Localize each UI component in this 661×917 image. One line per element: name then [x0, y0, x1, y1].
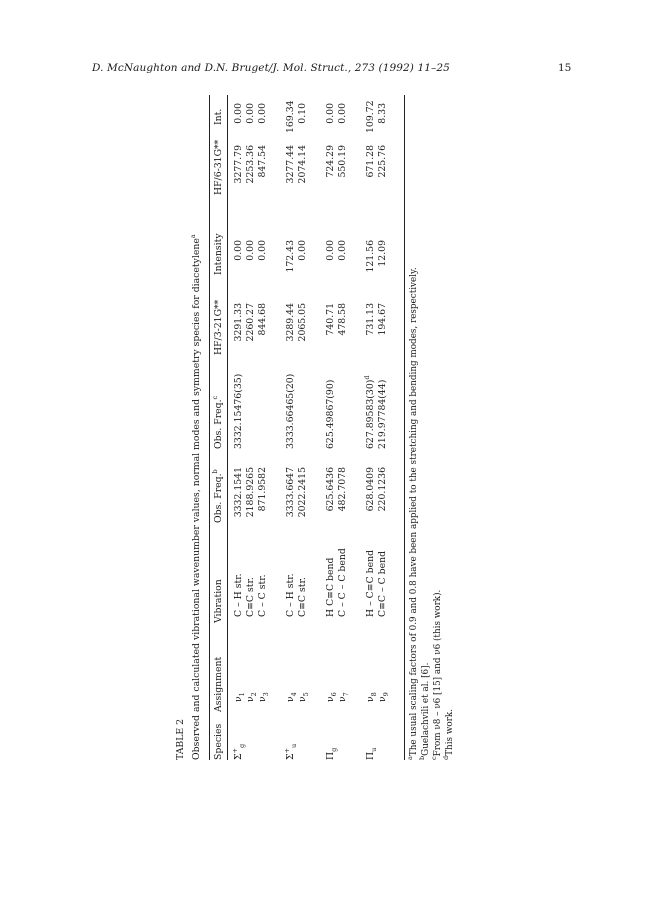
hf631-cell: 847.54	[257, 145, 268, 178]
obs-freq-b-cell: 2188.9265	[245, 467, 256, 518]
obs-freq-c-cell: 219.97784(44)	[377, 379, 388, 449]
column-header: Obs. Freq.$^c$	[210, 395, 224, 449]
assignment-cell: $\nu_7$	[337, 692, 350, 702]
footnote-text: The usual scaling factors of 0.9 and 0.8 have been applied to the stretching and bending modes, respectively.	[409, 267, 419, 757]
obs-freq-note: d	[362, 375, 371, 380]
rotated-table	[175, 95, 465, 760]
hf321-cell: 2260.27	[245, 303, 256, 342]
hf321-cell: 731.13	[365, 303, 376, 336]
vibration-cell: C≡C str.	[245, 577, 256, 617]
intensity-cell: 172.43	[285, 240, 296, 273]
hf321-cell: 3289.44	[285, 303, 296, 342]
hf631-cell: 2074.14	[297, 145, 308, 184]
bottom-rule	[404, 95, 405, 760]
obs-freq-b-cell: 2022.2415	[297, 467, 308, 518]
hf631-cell: 3277.44	[285, 145, 296, 184]
obs-freq-b-cell: 3332.1541	[233, 467, 244, 518]
table-caption	[188, 234, 203, 760]
hf631-cell: 724.29	[325, 145, 336, 178]
footnote	[432, 590, 444, 760]
int-cell: 8.33	[377, 103, 388, 124]
intensity-cell: 0.00	[257, 240, 268, 261]
intensity-cell: 0.00	[337, 240, 348, 261]
hf631-cell: 2253.36	[245, 145, 256, 184]
int-cell: 0.10	[297, 103, 308, 124]
hf631-cell: 3277.79	[233, 145, 244, 184]
running-header	[92, 62, 572, 74]
obs-freq-b-cell: 482.7078	[337, 467, 348, 512]
top-rule	[209, 95, 210, 760]
table-label: TABLE 2	[175, 718, 186, 760]
caption-text: Observed and calculated vibrational wavenumber values, normal modes and symmetry species for diacetylene	[191, 238, 202, 760]
column-header: Assignment	[213, 656, 224, 712]
int-cell: 0.00	[325, 103, 336, 124]
vibration-cell: C – H str.	[285, 573, 296, 617]
int-cell: 169.34	[285, 100, 296, 133]
assignment-cell: $\nu_3$	[257, 692, 270, 702]
hf321-cell: 194.67	[377, 303, 388, 336]
footnote	[420, 663, 432, 760]
hf321-cell: 3291.33	[233, 303, 244, 342]
assignment-cell: $\nu_9$	[377, 692, 390, 702]
vibration-cell: C≡C – C bend	[377, 550, 388, 617]
intensity-cell: 0.00	[325, 240, 336, 261]
page-number: 15	[558, 62, 572, 74]
intensity-cell: 0.00	[245, 240, 256, 261]
intensity-cell: 121.56	[365, 240, 376, 273]
footnote-mark: d	[442, 755, 451, 760]
species-label: $\Sigma^+_g$	[230, 743, 246, 760]
int-cell: 0.00	[257, 103, 268, 124]
int-cell: 0.00	[245, 103, 256, 124]
hf321-cell: 844.68	[257, 303, 268, 336]
running-title: D. McNaughton and D.N. Bruget/J. Mol. Struct., 273 (1992) 11–25	[92, 62, 450, 74]
assignment-cell: $\nu_5$	[297, 692, 310, 702]
intensity-cell: 0.00	[297, 240, 308, 261]
footnote-mark: a	[406, 756, 415, 760]
int-cell: 0.00	[233, 103, 244, 124]
obs-freq-b-cell: 3333.6647	[285, 467, 296, 518]
assignment-cell: $\nu_8$	[365, 692, 378, 702]
species-label: $\Sigma^+_u$	[282, 743, 298, 760]
caption-note: a	[188, 234, 197, 239]
footnote	[408, 267, 420, 760]
assignment-cell: $\nu_4$	[285, 692, 298, 702]
obs-freq-b-cell: 625.6436	[325, 467, 336, 512]
obs-freq-c-cell: 625.49867(90)	[325, 379, 336, 449]
assignment-cell: $\nu_2$	[245, 692, 258, 702]
obs-freq-b-cell: 871.9582	[257, 467, 268, 512]
column-header: Int.	[213, 108, 224, 125]
column-header-note: b	[210, 469, 219, 474]
column-header: Intensity	[213, 233, 224, 275]
hf631-cell: 671.28	[365, 145, 376, 178]
column-header: HF/3-21G**	[213, 299, 224, 355]
footnote-mark: b	[418, 755, 427, 760]
obs-freq-c-cell: $627.89583(30)^d$	[362, 375, 376, 449]
footnote-mark: c	[430, 756, 439, 760]
intensity-cell: 12.09	[377, 240, 388, 267]
obs-freq-b-cell: 628.0409	[365, 467, 376, 512]
species-label: $\Pi_g$	[325, 747, 338, 760]
vibration-cell: H C≡C bend	[325, 557, 336, 617]
header-rule	[227, 95, 228, 760]
obs-freq-c-cell: 3332.15476(35)	[233, 373, 244, 449]
column-header-note: c	[210, 395, 219, 400]
hf631-cell: 225.76	[377, 145, 388, 178]
int-cell: 109.72	[365, 100, 376, 133]
footnote	[444, 709, 456, 760]
obs-freq-c-cell: 3333.66465(20)	[285, 373, 296, 449]
int-cell: 0.00	[337, 103, 348, 124]
intensity-cell: 0.00	[233, 240, 244, 261]
column-header: Vibration	[213, 579, 224, 623]
hf321-cell: 2065.05	[297, 303, 308, 342]
vibration-cell: C≡C str.	[297, 577, 308, 617]
footnote-text: From ν8 – ν6 [15] and ν6 (this work).	[433, 589, 443, 757]
footnote-text: This work.	[445, 709, 455, 756]
column-header: Obs. Freq.$^b$	[210, 469, 224, 523]
obs-freq-b-cell: 220.1236	[377, 467, 388, 512]
hf321-cell: 740.71	[325, 303, 336, 336]
hf321-cell: 478.58	[337, 303, 348, 336]
column-header: HF/6-31G**	[213, 139, 224, 195]
vibration-cell: C – C str.	[257, 574, 268, 617]
vibration-cell: H – C≡C bend	[365, 549, 376, 617]
column-header: Species	[213, 723, 224, 760]
footnote-text: Guelachvili et al. [6].	[421, 662, 431, 756]
vibration-cell: C – C – C bend	[337, 548, 348, 617]
assignment-cell: $\nu_1$	[233, 692, 246, 702]
vibration-cell: C – H str.	[233, 573, 244, 617]
assignment-cell: $\nu_6$	[325, 692, 338, 702]
hf631-cell: 550.19	[337, 145, 348, 178]
species-label: $\Pi_u$	[365, 747, 378, 760]
